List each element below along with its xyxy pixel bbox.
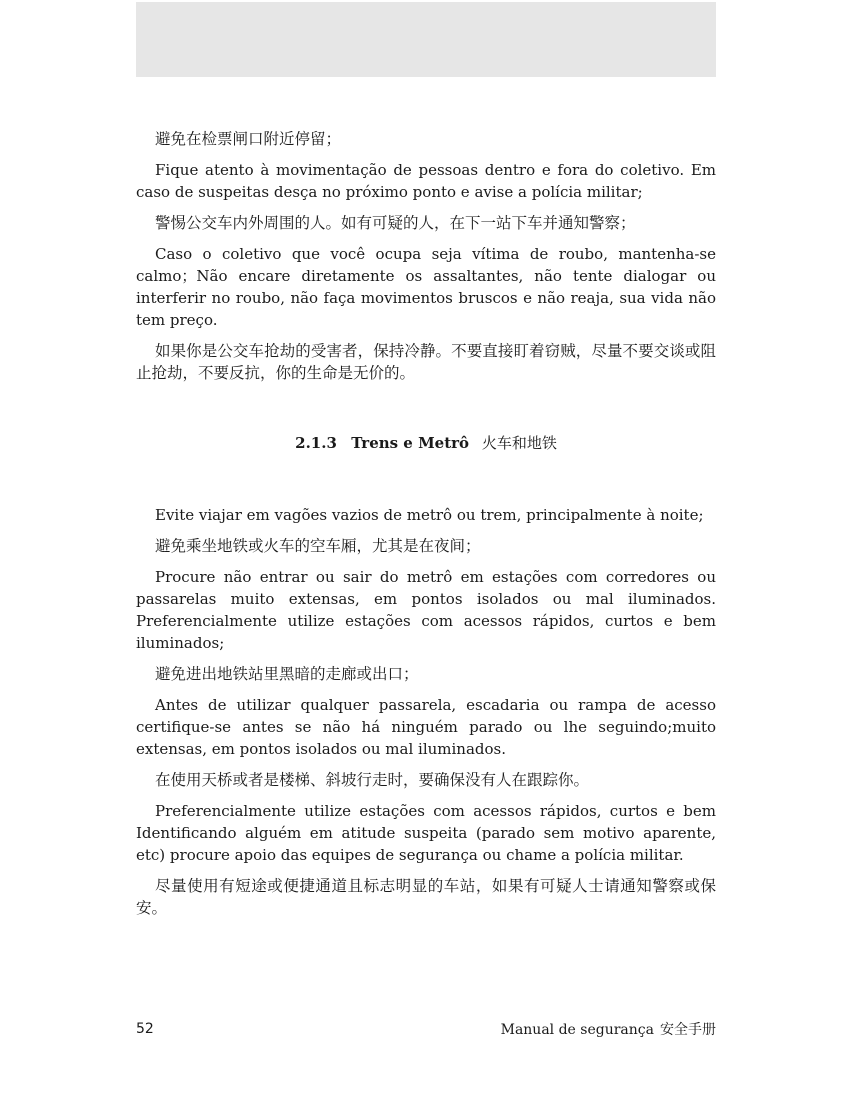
paragraph: Antes de utilizar qualquer passarela, escadaria ou rampa de acesso certifique-se antes se não há ninguém parado ou lhe seguindo;muito extensas, em pontos isolados ou mal iluminados. bbox=[136, 696, 716, 758]
paragraph: Evite viajar em vagões vazios de metrô ou trem, principalmente à noite; bbox=[155, 506, 704, 524]
section-number: 2.1.3 bbox=[295, 434, 337, 452]
paragraph: 在使用天桥或者是楼梯、斜坡行走时，要确保没有人在跟踪你。 bbox=[155, 771, 590, 789]
paragraph: Procure não entrar ou sair do metrô em estações com corredores ou passarelas muito extensas, em pontos isolados ou mal iluminados. Preferencialmente utilize estações com acessos rápidos, curtos e bem iluminados; bbox=[136, 568, 716, 652]
running-footer-title bbox=[501, 1019, 716, 1039]
paragraph: 避免在检票闸口附近停留； bbox=[155, 130, 342, 148]
page-number: 52 bbox=[136, 1021, 154, 1037]
paragraph: 尽量使用有短途或便捷通道且标志明显的车站，如果有可疑人士请通知警察或保安。 bbox=[136, 877, 716, 917]
section-heading bbox=[136, 432, 716, 454]
footer-title-pt: Manual de segurança bbox=[500, 1022, 654, 1038]
paragraph: Fique atento à movimentação de pessoas dentro e fora do coletivo. Em caso de suspeitas desça no próximo ponto e avise a polícia militar; bbox=[136, 161, 716, 201]
paragraph: 避免进出地铁站里黑暗的走廊或出口； bbox=[155, 665, 419, 683]
header-band bbox=[136, 2, 716, 77]
footer-title-zh: 安全手册 bbox=[660, 1022, 716, 1038]
page-content bbox=[136, 128, 716, 919]
section-title-zh: 火车和地铁 bbox=[481, 434, 557, 452]
paragraph: Caso o coletivo que você ocupa seja vítima de roubo, mantenha-se calmo；Não encare diretamente os assaltantes, não tente dialogar ou interferir no roubo, não faça movimentos bruscos e não reaja, sua vida não tem preço. bbox=[136, 245, 716, 329]
section-title-pt: Trens e Metrô bbox=[351, 434, 470, 452]
paragraph: Preferencialmente utilize estações com acessos rápidos, curtos e bem Identificando alguém em atitude suspeita (parado sem motivo aparente, etc) procure apoio das equipes de segurança ou chame a polícia militar. bbox=[136, 802, 716, 864]
paragraph: 避免乘坐地铁或火车的空车厢，尤其是在夜间； bbox=[155, 537, 481, 555]
paragraph: 警惕公交车内外周围的人。如有可疑的人，在下一站下车并通知警察； bbox=[155, 214, 636, 232]
paragraph: 如果你是公交车抢劫的受害者，保持冷静。不要直接盯着窃贼，尽量不要交谈或阻止抢劫，不要反抗，你的生命是无价的。 bbox=[136, 342, 716, 382]
